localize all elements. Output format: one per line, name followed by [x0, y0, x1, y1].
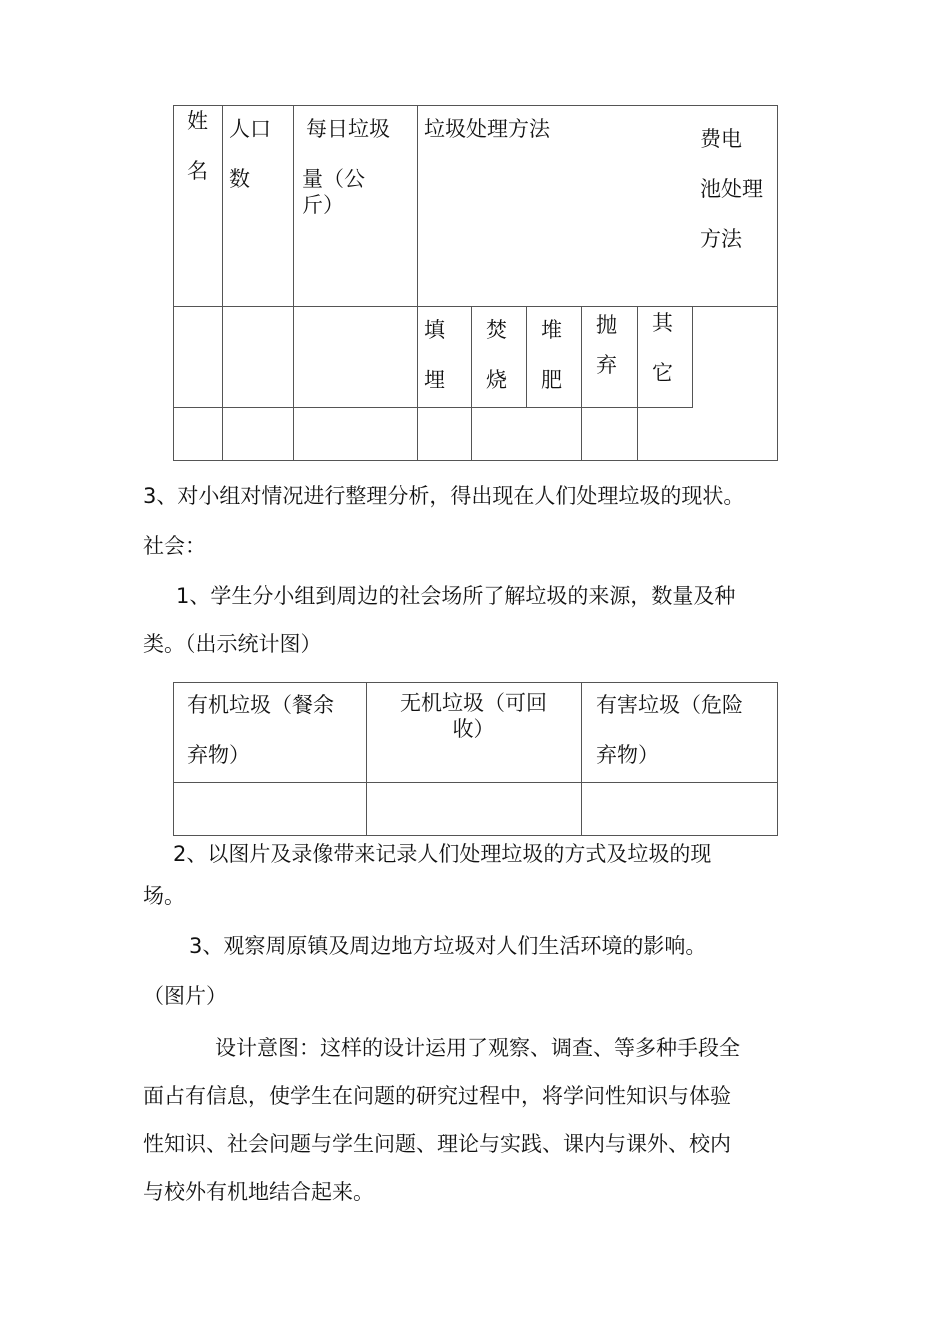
paragraph-design-intent: 设计意图：这样的设计运用了观察、调查、等多种手段全	[215, 1036, 740, 1060]
table-border	[581, 682, 582, 836]
table-border	[173, 682, 174, 836]
paragraph-analysis: 3、对小组对情况进行整理分析，得出现在人们处理垃圾的现状。	[143, 484, 745, 508]
table-border	[173, 105, 174, 461]
header-inorganic-waste: 无机垃圾（可回 收）	[400, 691, 547, 741]
header-hazardous-waste: 有害垃圾（危险 弃物）	[596, 693, 743, 767]
subheader-landfill: 填 埋	[424, 318, 445, 392]
paragraph-step-1: 1、学生分小组到周边的社会场所了解垃圾的来源，数量及种	[176, 584, 736, 608]
header-organic-waste: 有机垃圾（餐余 弃物）	[187, 693, 334, 767]
table-border	[417, 105, 418, 461]
table-border	[471, 306, 472, 461]
paragraph-picture-note: （图片）	[143, 984, 227, 1008]
table-border	[173, 306, 778, 307]
table-border	[692, 306, 693, 408]
section-heading-society: 社会：	[143, 534, 206, 558]
table-border	[222, 105, 223, 461]
table-border	[777, 105, 778, 461]
paragraph-design-intent-3: 性知识、社会问题与学生问题、理论与实践、课内与课外、校内	[143, 1132, 731, 1156]
paragraph-step-2-cont: 场。	[143, 884, 185, 908]
table-border	[526, 306, 527, 408]
table-border	[777, 682, 778, 836]
subheader-discard: 抛 弃	[596, 313, 617, 377]
table-border	[173, 782, 778, 783]
paragraph-design-intent-2: 面占有信息，使学生在问题的研究过程中，将学问性知识与体验	[143, 1084, 731, 1108]
header-name: 姓 名	[187, 109, 208, 183]
header-daily-waste: 每日垃圾	[306, 117, 390, 141]
table-border	[173, 407, 693, 408]
table-border	[637, 306, 638, 461]
subheader-other: 其 它	[652, 311, 673, 385]
table-border	[581, 306, 582, 461]
subheader-incineration: 焚 烧	[486, 318, 507, 392]
table-border	[293, 105, 294, 461]
paragraph-step-1-cont: 类。（出示统计图）	[143, 632, 322, 656]
header-population: 人口 数	[229, 117, 271, 191]
header-battery-disposal: 费电 池处理 方法	[700, 127, 763, 251]
paragraph-step-3: 3、观察周原镇及周边地方垃圾对人们生活环境的影响。	[189, 934, 707, 958]
subheader-compost: 堆 肥	[541, 318, 562, 392]
header-disposal-method: 垃圾处理方法	[424, 117, 550, 141]
table-border	[173, 460, 778, 461]
header-daily-waste-unit: 量（公 斤）	[302, 167, 365, 217]
paragraph-step-2: 2、以图片及录像带来记录人们处理垃圾的方式及垃圾的现	[173, 842, 712, 866]
paragraph-design-intent-4: 与校外有机地结合起来。	[143, 1180, 374, 1204]
